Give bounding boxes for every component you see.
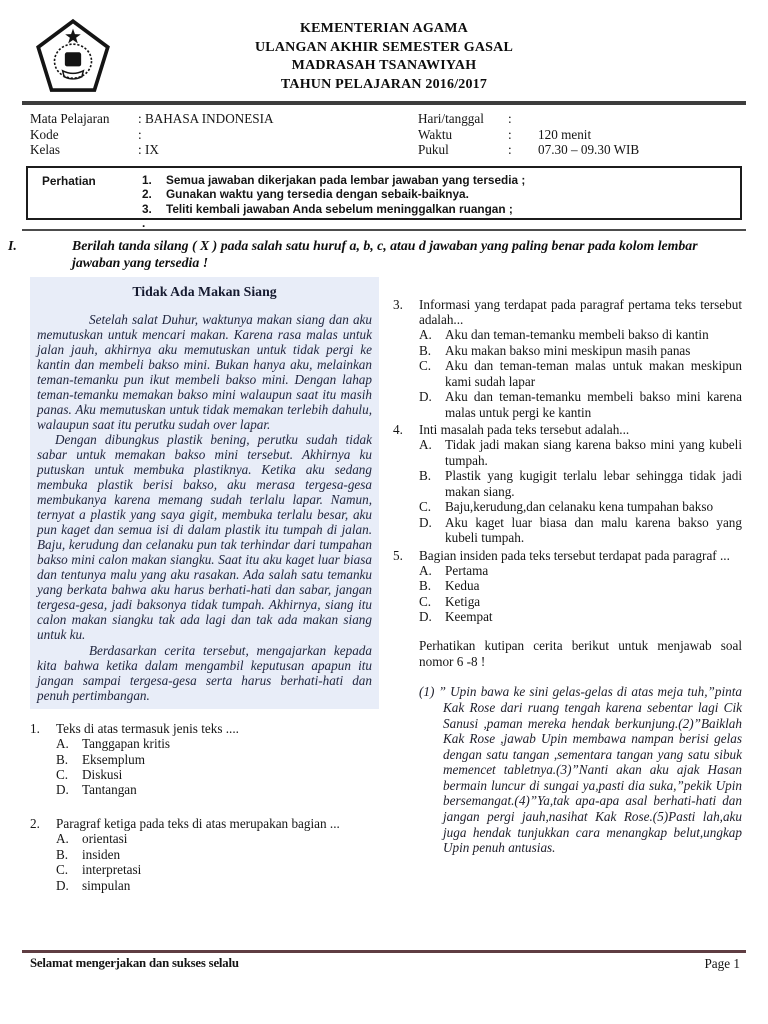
answer-option: D. Aku dan teman-temanku membeli bakso mini karena malas untuk pergi ke kantin: [419, 389, 742, 420]
meta-value: :: [138, 126, 142, 142]
section-instruction-text: Berilah tanda silang ( X ) pada salah satu huruf a, b, c, atau d jawaban yang paling benar pada kolom lembar jawaban yang tersedia !: [72, 237, 698, 270]
page-footer: [0, 950, 768, 972]
answer-option: B. Aku makan bakso mini meskipun masih panas: [419, 342, 691, 358]
header-school-type: MADRASAH TSANAWIYAH: [291, 58, 477, 73]
question-text: Bagian insiden pada teks tersebut terdapat pada paragraf ...: [419, 547, 730, 563]
answer-option: A. Tanggapan kritis: [56, 736, 171, 752]
passage-title: Tidak Ada Makan Siang: [132, 283, 277, 299]
question-text: Teks di atas termasuk jenis teks ....: [56, 720, 239, 736]
answer-option: A. orientasi: [56, 831, 128, 847]
meta-value: : BAHASA INDONESIA: [138, 111, 274, 126]
exam-meta: [0, 105, 768, 158]
attention-item-partial: .: [142, 216, 146, 230]
meta-label: Mata Pelajaran: [30, 111, 110, 126]
section-instruction: [0, 231, 768, 271]
question-text: Paragraf ketiga pada teks di atas merupakan bagian ...: [56, 815, 340, 831]
answer-option: C. Aku dan teman-teman malas untuk makan meskipun kami sudah lapar: [419, 358, 742, 389]
question-text: Inti masalah pada teks tersebut adalah...: [419, 422, 630, 437]
meta-class-row: [30, 142, 400, 158]
meta-label: Kelas: [30, 142, 61, 157]
meta-date-row: [418, 111, 742, 127]
answer-option: D. simpulan: [56, 877, 131, 893]
answer-option: B. insiden: [56, 846, 121, 862]
meta-colon: :: [508, 111, 512, 126]
answer-option: A. Aku dan teman-temanku membeli bakso di kantin: [419, 327, 709, 343]
meta-time-row: [418, 142, 742, 158]
answer-option: D. Aku kaget luar biasa dan malu karena bakso yang kubeli tumpah.: [419, 514, 742, 546]
section-numeral: I.: [8, 237, 17, 253]
header-agency: KEMENTERIAN AGAMA: [300, 21, 468, 36]
left-column: [30, 277, 379, 959]
header-exam-title: ULANGAN AKHIR SEMESTER GASAL: [254, 39, 514, 55]
meta-colon: :: [508, 142, 512, 157]
answer-option: D. Keempat: [419, 609, 493, 625]
question-5: [393, 548, 742, 625]
question-number: 3.: [393, 296, 403, 312]
question-number: 4.: [393, 422, 403, 437]
quote-instruction: Perhatikan kutipan cerita berikut untuk menjawab soal nomor 6 -8 !: [419, 637, 742, 669]
meta-code-row: [30, 127, 400, 143]
meta-label: Hari/tanggal: [418, 111, 484, 126]
attention-item: 3. Teliti kembali jawaban Anda sebelum meninggalkan ruangan ;: [142, 201, 513, 216]
meta-label: Pukul: [418, 142, 449, 157]
attention-box: [26, 166, 742, 230]
question-2: [30, 816, 379, 893]
document-header: [0, 0, 768, 94]
question-number: 2.: [30, 815, 40, 831]
question-3: [393, 297, 742, 421]
meta-label: Kode: [30, 126, 59, 142]
question-text: Informasi yang terdapat pada paragraf pertama teks tersebut adalah...: [419, 296, 742, 327]
reading-passage: [30, 277, 379, 709]
quoted-story-excerpt: (1) ” Upin bawa ke sini gelas-gelas di atas meja tuh,”pinta Kak Rose dari ruang tengah karena sebentar lagi Cik Sanusi ,paman mereka hendak berkunjung.(2)”Baiklah Kak Rose ,jawab Upin membawa nampan berisi gelas dengan satu tangan ,sementara tangan yang satu sibuk memencet tabletnya.(3)”Nanti akan aku ajak Hasan bermain luncur di sungai ya,pasti dia suka,”pekik Upin bersemangat.(4)”Ya,tak apa-apa asal berhati-hati dan jangan pergi jauh,nasihat Kak Rose.(5)Pasti lah,aku juga hendak tunjukkan cara menangkap belut,ungkap Upin penuh antusias.: [419, 684, 742, 856]
answer-option: B. Plastik yang kugigit terlalu lebar sehingga tidak jadi makan siang.: [419, 468, 742, 499]
passage-paragraph-2: Dengan dibungkus plastik bening, perutku sudah tidak sabar untuk memakan bakso mini tersebut. Akhirnya ku putuskan untuk membuka plastiknya. Ketika aku sedang membuka plastik berisi bakso, aku merasa tergesa-gesa membukanya karena memang sudah terlalu lapar. Namun, ternyat a plastik yang saya gigit, membuka terlalu besar, aku pun kaget dan semua isi di dalam plastik itu tumpah di jalan. Baju, kerudung dan celanaku pun tak terhindar dari tumpahan bakso mini calon makan siangku. Saat itu aku kaget luar biasa dan tentunya malu yang aku rasakan. Ada salah satu temanku yang berkata bahwa aku harus berhati-hati dan sabar, jangan tergesa-gesa, jadi baksonya tidak tumpah. Akhirnya, siang itu calon makan siangku tak ada lagi dan tak ada makan siang untuk ku.: [37, 431, 372, 643]
meta-value: : IX: [138, 142, 159, 157]
question-number: 1.: [30, 720, 40, 736]
attention-item: 2. Gunakan waktu yang tersedia dengan sebaik-baiknya.: [142, 187, 469, 201]
answer-option: C. Diskusi: [56, 767, 123, 783]
exam-body: [0, 271, 768, 959]
answer-option: A. Pertama: [419, 562, 489, 578]
answer-option: B. Eksemplum: [56, 751, 146, 767]
question-number: 5.: [393, 547, 403, 563]
answer-option: A. Tidak jadi makan siang karena bakso mini yang kubeli tumpah.: [419, 437, 742, 468]
right-column: [393, 277, 742, 959]
answer-option: C. Baju,kerudung,dan celanaku kena tumpahan bakso: [419, 499, 714, 515]
meta-colon: :: [508, 126, 512, 142]
page-number: Page 1: [704, 956, 740, 971]
attention-item: 1. Semua jawaban dikerjakan pada lembar jawaban yang tersedia ;: [142, 172, 526, 187]
meta-subject-row: [30, 111, 400, 127]
header-school-year: TAHUN PELAJARAN 2016/2017: [280, 76, 488, 92]
question-4: [393, 422, 742, 546]
answer-option: C. interpretasi: [56, 862, 142, 878]
kementerian-agama-logo-icon: [36, 16, 110, 96]
passage-paragraph-1: Setelah salat Duhur, waktunya makan siang dan aku memutuskan untuk mencari makan. Karena rasa malas untuk jalan jauh, akhirnya aku memutuskan untuk tidak pergi ke kantin dan membeli bakso mini. Bukan hanya aku, melainkan teman-temanku pun ikut membeli bakso mini. Dengan lahap teman-temanku memakan bakso mini walaupun saat itu masih panas. Aku memutuskan untuk tidak memakan terlebih dahulu, walaupun saat itu perutku sudah over lapar.: [37, 311, 372, 432]
answer-option: B. Kedua: [419, 578, 480, 594]
passage-paragraph-3: Berdasarkan cerita tersebut, mengajarkan kepada kita bahwa ketika dalam mengambil keputusan apapun itu jangan sampai tergesa-gesa serta harus berhati-hati dan penuh pertimbangan.: [37, 642, 372, 703]
question-1: [30, 721, 379, 798]
meta-duration-row: [418, 127, 742, 143]
footer-message: Selamat mengerjakan dan sukses selalu: [30, 956, 239, 970]
answer-option: D. Tantangan: [56, 782, 137, 798]
meta-value: 07.30 – 09.30 WIB: [538, 142, 640, 157]
meta-value: 120 menit: [538, 126, 592, 142]
attention-label: Perhatian: [42, 173, 96, 188]
meta-label: Waktu: [418, 126, 453, 142]
answer-option: C. Ketiga: [419, 593, 481, 609]
